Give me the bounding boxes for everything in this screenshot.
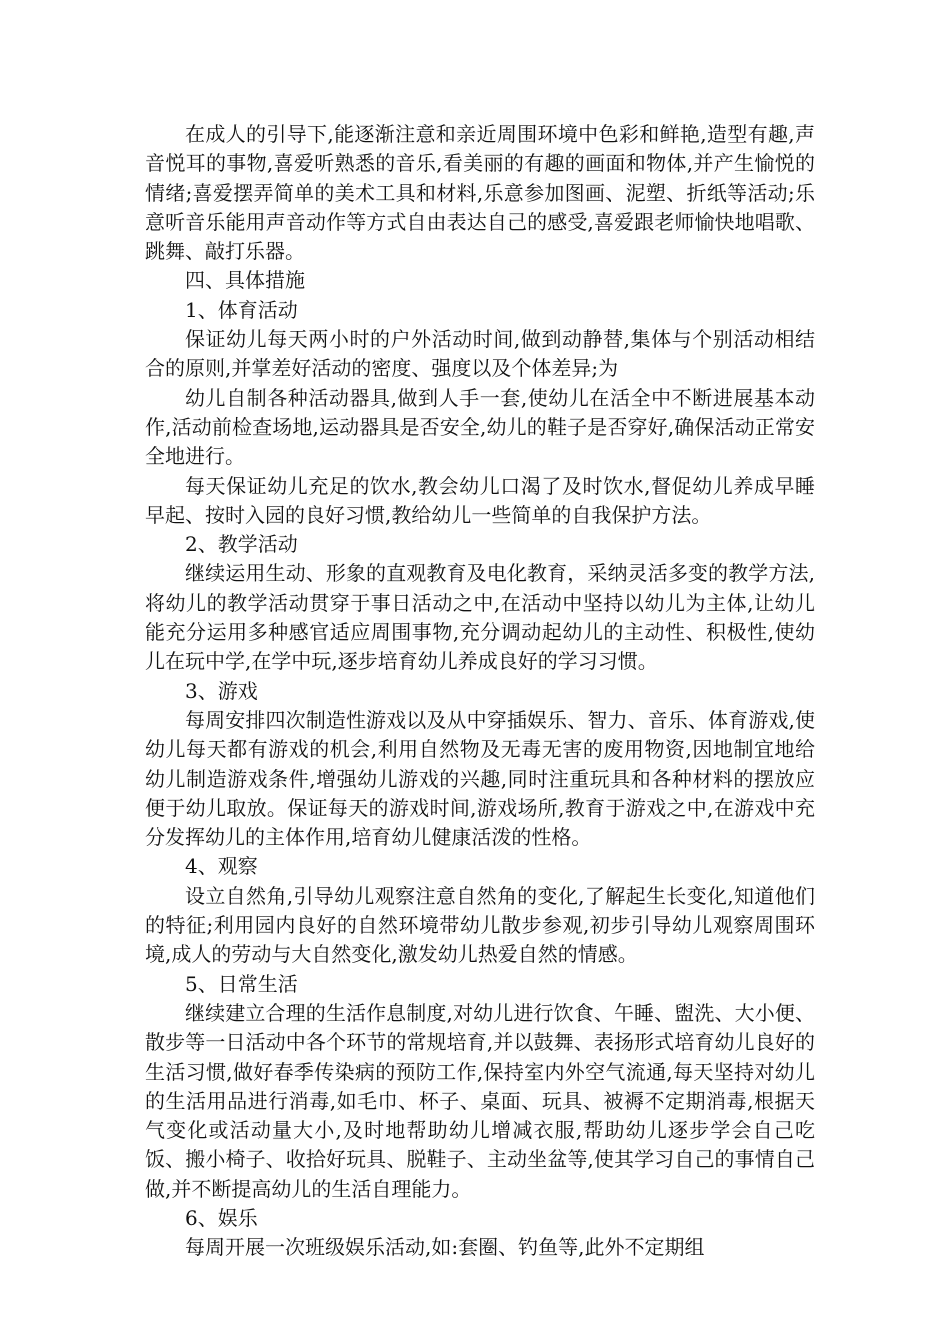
paragraph-equipment: 幼儿自制各种活动器具,做到人手一套,使幼儿在活全中不断进展基本动作,活动前检查场地,运动器具是否安全,幼儿的鞋子是否穿好,确保活动正常安全地进行。: [145, 385, 815, 469]
subheading-sports: 1、体育活动: [185, 297, 298, 322]
paragraph-entertainment: 每周开展一次班级娱乐活动,如:套圈、钓鱼等,此外不定期组: [185, 1235, 705, 1260]
paragraph-daily-life: 继续建立合理的生活作息制度,对幼儿进行饮食、午睡、盥洗、大小便、散步等一日活动中各个环节的常规培育,并以鼓舞、表扬形式培育幼儿良好的生活习惯,做好春季传染病的预防工作,保持室内外空气流通,每天坚持对幼儿的生活用品进行消毒,如毛巾、杯子、桌面、玩具、被褥不定期消毒,根据天气变化或活动量大小,及时地帮助幼儿增减衣服,帮助幼儿逐步学会自己吃饭、搬小椅子、收拾好玩具、脱鞋子、主动坐盆等,使其学习自己的事情自己做,并不断提高幼儿的生活自理能力。: [145, 1000, 815, 1201]
section-heading-measures: 四、具体措施: [185, 268, 305, 293]
paragraph-outdoor-time: 保证幼儿每天两小时的户外活动时间,做到动静替,集体与个别活动相结合的原则,并掌差好活动的密度、强度以及个体差异;为: [145, 327, 815, 381]
paragraph-water-habits: 每天保证幼儿充足的饮水,教会幼儿口渴了及时饮水,督促幼儿养成早睡早起、按时入园的良好习惯,教给幼儿一些简单的自我保护方法。: [145, 473, 815, 527]
paragraph-observation: 设立自然角,引导幼儿观察注意自然角的变化,了解起生长变化,知道他们的特征;利用园内良好的自然环境带幼儿散步参观,初步引导幼儿观察周围环境,成人的劳动与大自然变化,激发幼儿热爱自然的情感。: [145, 883, 815, 967]
subheading-entertainment: 6、娱乐: [185, 1205, 258, 1230]
subheading-observation: 4、观察: [185, 854, 258, 879]
subheading-games: 3、游戏: [185, 678, 258, 703]
paragraph-teaching-methods: 继续运用生动、形象的直观教育及电化教育，采纳灵活多变的教学方法,将幼儿的教学活动贯穿于事日活动之中,在活动中坚持以幼儿为主体,让幼儿能充分运用多种感官适应周围事物,充分调动起幼儿的主动性、积极性,使幼儿在玩中学,在学中玩,逐步培育幼儿养成良好的学习习惯。: [145, 561, 815, 674]
subheading-teaching: 2、教学活动: [185, 532, 298, 557]
document-page: [145, 120, 815, 1263]
paragraph-arts-goals: 在成人的引导下,能逐渐注意和亲近周围环境中色彩和鲜艳,造型有趣,声音悦耳的事物,喜爱听熟悉的音乐,看美丽的有趣的画面和物体,并产生愉悦的情绪;喜爱摆弄简单的美术工具和材料,乐意参加图画、泥塑、折纸等活动;乐意听音乐能用声音动作等方式自由表达自己的感受,喜爱跟老师愉快地唱歌、跳舞、敲打乐器。: [145, 122, 815, 264]
paragraph-games: 每周安排四次制造性游戏以及从中穿插娱乐、智力、音乐、体育游戏,使幼儿每天都有游戏的机会,利用自然物及无毒无害的废用物资,因地制宜地给幼儿制造游戏条件,增强幼儿游戏的兴趣,同时注重玩具和各种材料的摆放应便于幼儿取放。保证每天的游戏时间,游戏场所,教育于游戏之中,在游戏中充分发挥幼儿的主体作用,培育幼儿健康活泼的性格。: [145, 707, 815, 850]
subheading-daily-life: 5、日常生活: [185, 971, 298, 996]
